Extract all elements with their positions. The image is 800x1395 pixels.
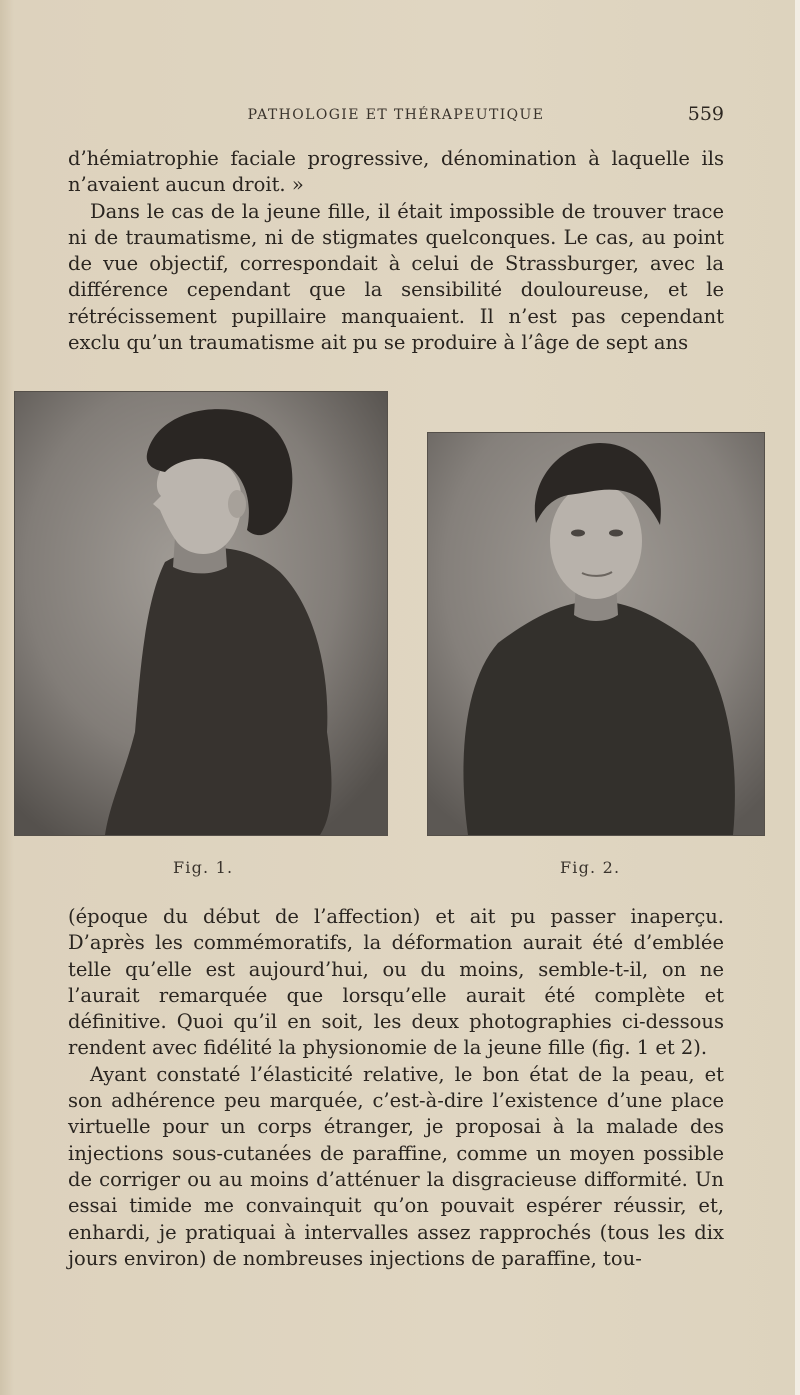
running-title: PATHOLOGIE ET THÉRAPEUTIQUE — [247, 107, 545, 123]
page-edge — [795, 0, 800, 1395]
paragraph: Dans le cas de la jeune fille, il était impossible de trouver trace ni de traumatisme, ni de stigmates quelconques. Le cas, au point de vue objectif, correspondait à celui de Strassburger, avec la différence cependant que la sensibilité douloureuse, et le rétrécissement pupillaire manquaient. Il n’est pas cependant exclu qu’un traumatisme ait pu se produire à l’âge de sept ans — [68, 199, 724, 355]
text-block-bottom — [68, 904, 724, 1272]
paragraph: d’hémiatrophie faciale progressive, dénomination à laquelle ils n’avaient aucun droit. » — [68, 147, 724, 197]
paragraph: Ayant constaté l’élasticité relative, le bon état de la peau, et son adhérence peu marquée, c’est-à-dire l’existence d’une place virtuelle pour un corps étranger, je proposai à la malade des injections sous-cutanées de paraffine, comme un moyen possible de corriger ou au moins d’atténuer la disgracieuse difformité. Un essai timide me convainquit qu’on pouvait espérer réussir, et, enhardi, je pratiquai à intervalles assez rapprochés (tous les dix jours environ) de nombreuses injections de paraffine, tou- — [68, 1062, 724, 1270]
figure-2-caption: Fig. 2. — [560, 858, 621, 877]
profile-portrait-illustration — [15, 392, 387, 835]
figure-2-photograph — [428, 433, 764, 835]
page-number: 559 — [687, 103, 724, 125]
figure-1-photograph — [15, 392, 387, 835]
frontal-portrait-illustration — [428, 433, 764, 835]
page-header — [68, 103, 724, 133]
paragraph: (époque du début de l’affection) et ait pu passer inaperçu. D’après les commémoratifs, la déformation aurait été d’emblée telle qu’elle est aujourd’hui, ou du moins, semble-t-il, on ne l’aurait remarquée que lorsqu’elle aurait été complète et définitive. Quoi qu’il en soit, les deux photographies ci-dessous rendent avec fidélité la physionomie de la jeune fille (fig. 1 et 2). — [68, 905, 724, 1060]
text-block-top — [68, 146, 724, 356]
figure-1-caption: Fig. 1. — [173, 858, 234, 877]
